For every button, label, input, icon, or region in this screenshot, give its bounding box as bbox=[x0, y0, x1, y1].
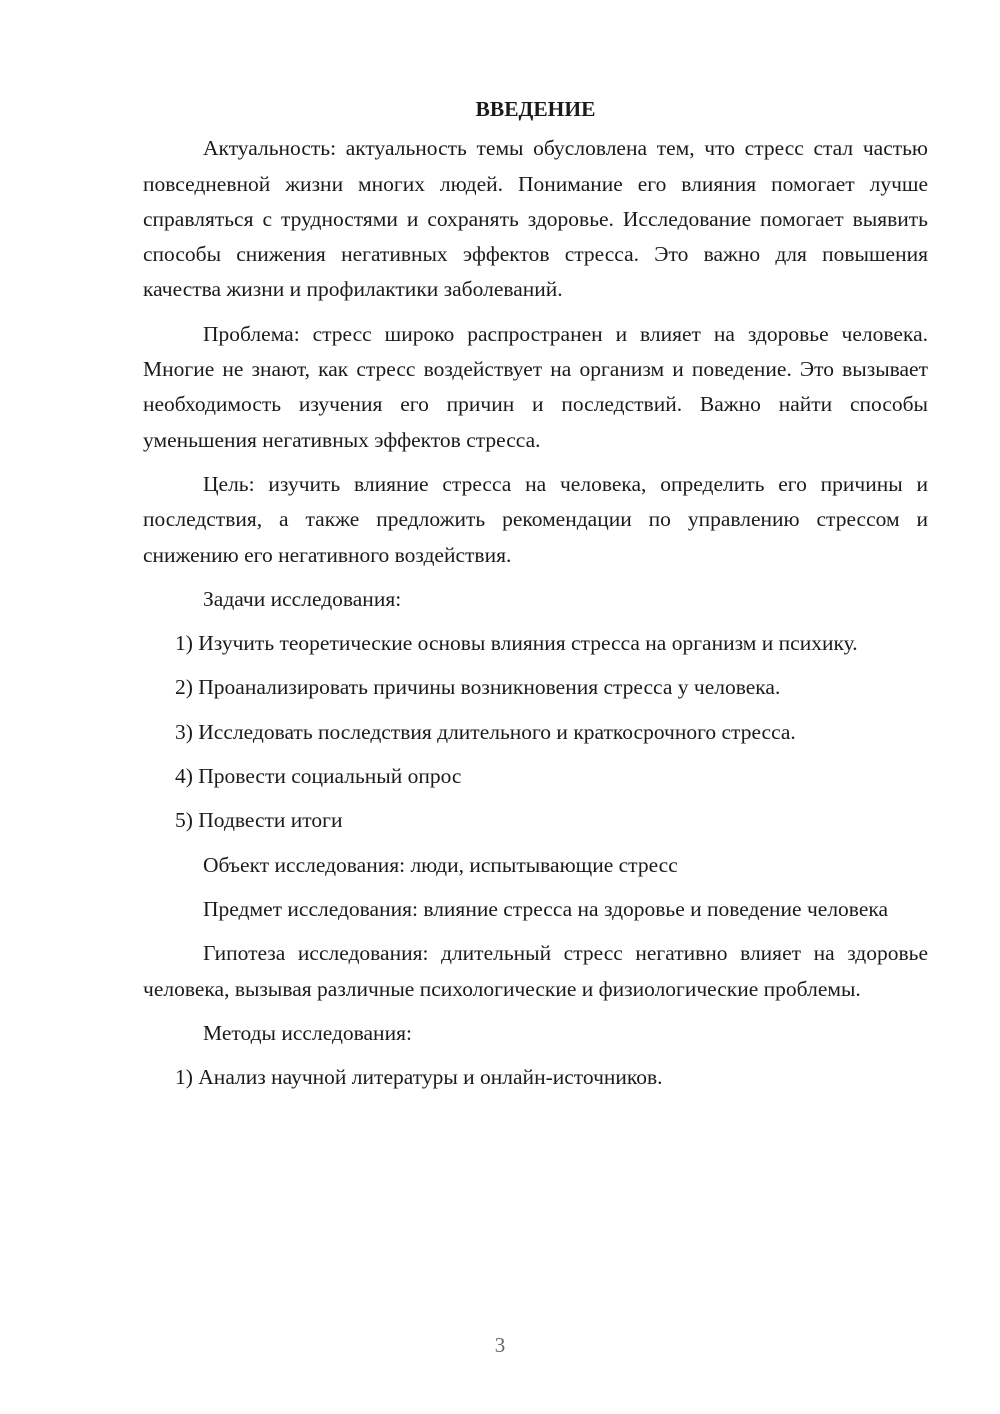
task-item-2: 2) Проанализировать причины возникновения стресса у человека. bbox=[175, 675, 781, 700]
page-title: ВВЕДЕНИЕ bbox=[475, 97, 596, 121]
relevance-paragraph: Актуальность: актуальность темы обусловлена тем, что стресс стал частью повседневной жизни многих людей. Понимание его влияния помогает лучше справляться с трудностями и сохранять здоровье. Исследование помогает выявить способы снижения негативных эффектов стресса. Это важно для повышения качества жизни и профилактики заболеваний. bbox=[143, 136, 928, 302]
task-item-1: 1) Изучить теоретические основы влияния стресса на организм и психику. bbox=[175, 631, 858, 656]
subject-paragraph: Предмет исследования: влияние стресса на здоровье и поведение человека bbox=[203, 896, 889, 921]
task-item-3: 3) Исследовать последствия длительного и краткосрочного стресса. bbox=[175, 719, 796, 744]
task-item-5: 5) Подвести итоги bbox=[175, 808, 343, 833]
page-number: 3 bbox=[494, 1333, 506, 1357]
document-page bbox=[143, 92, 928, 1104]
method-item-1: 1) Анализ научной литературы и онлайн-источников. bbox=[175, 1065, 663, 1090]
object-paragraph: Объект исследования: люди, испытывающие стресс bbox=[203, 852, 678, 877]
goal-paragraph: Цель: изучить влияние стресса на человека, определить его причины и последствия, а также предложить рекомендации по управлению стрессом и снижению его негативного воздействия. bbox=[143, 471, 928, 567]
task-item-4: 4) Провести социальный опрос bbox=[175, 764, 462, 789]
methods-heading: Методы исследования: bbox=[203, 1020, 412, 1045]
problem-paragraph: Проблема: стресс широко распространен и влияет на здоровье человека. Многие не знают, как стресс воздействует на организм и поведение. Это вызывает необходимость изучения его причин и последствий. Важно найти способы уменьшения негативных эффектов стресса. bbox=[143, 321, 928, 452]
tasks-heading: Задачи исследования: bbox=[203, 586, 402, 611]
hypothesis-paragraph: Гипотеза исследования: длительный стресс негативно влияет на здоровье человека, вызывая различные психологические и физиологические проблемы. bbox=[143, 941, 928, 1001]
